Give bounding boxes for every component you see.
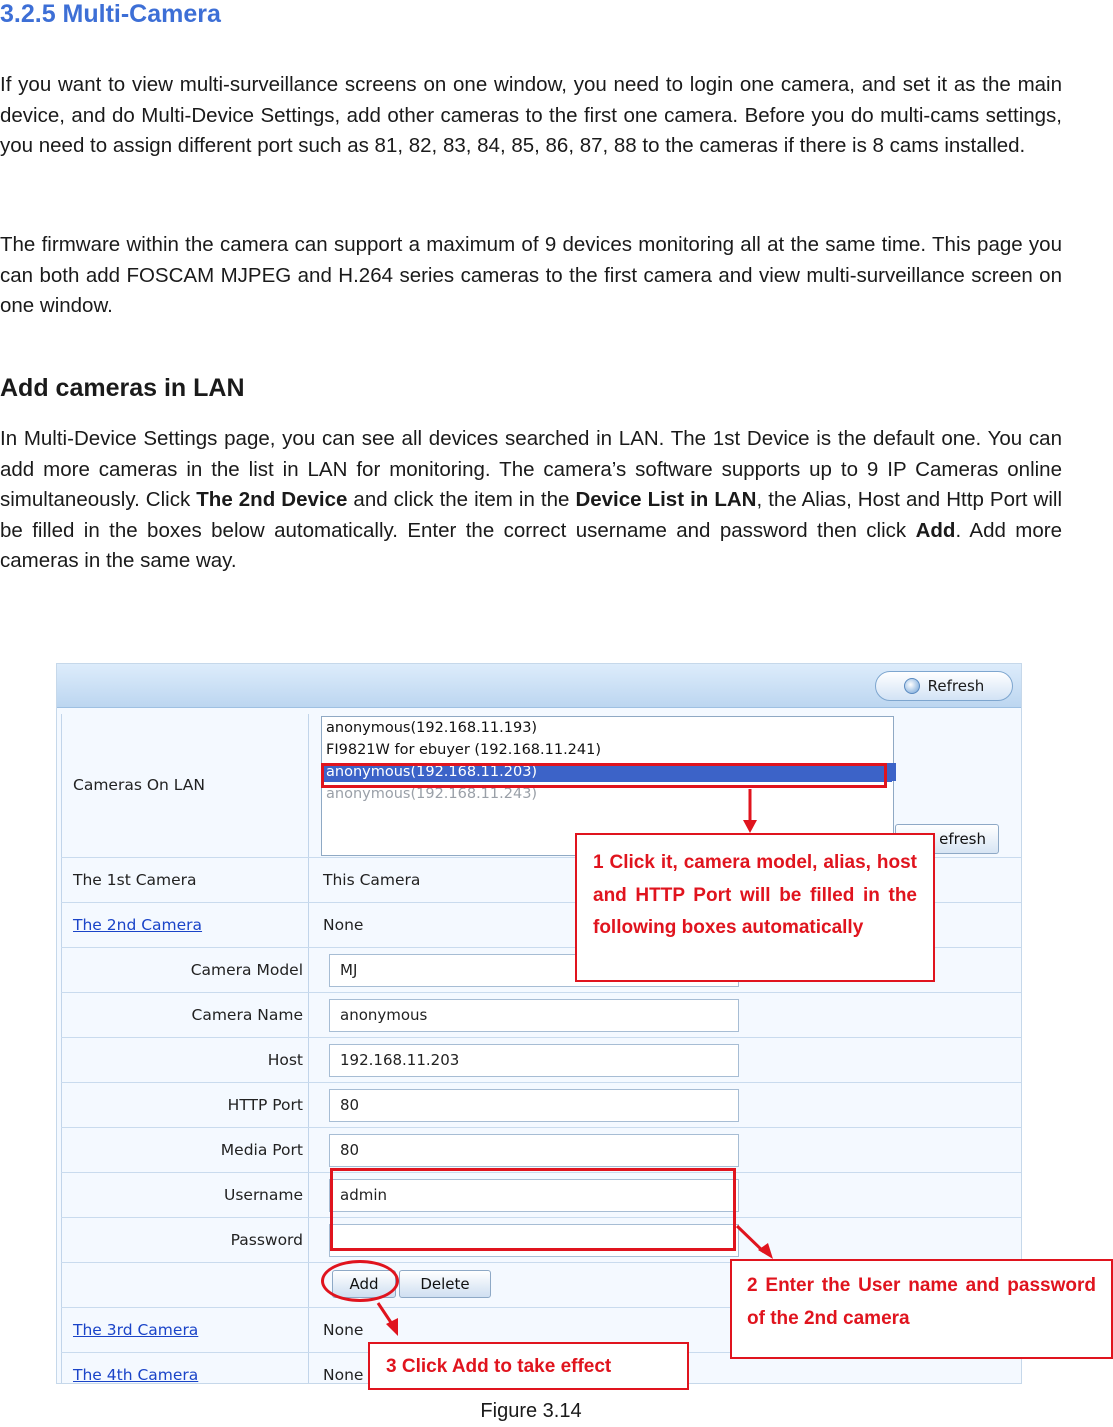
lan-device-item[interactable]: anonymous(192.168.11.193) (326, 720, 538, 736)
instructions-text-2: and click the item in the (347, 488, 576, 511)
third-camera-link[interactable]: The 3rd Camera (73, 1321, 199, 1339)
refresh-icon (904, 678, 920, 694)
fourth-camera-link[interactable]: The 4th Camera (73, 1366, 199, 1384)
instructions-paragraph (0, 424, 1062, 577)
instructions-text-1: In Multi-Device Settings page, you can see all devices searched in LAN. The 1st Device is the default one. You can add more cameras in the list in LAN for monitoring. The camera’s software supports up to 9 IP Cameras online simultaneously. Click (0, 427, 1062, 511)
callout-click-add: 3 Click Add to take effect (368, 1342, 689, 1390)
list-selection-edge (890, 763, 896, 781)
instructions-bold-device-list: Device List in LAN (575, 488, 757, 511)
add-button[interactable]: Add (332, 1270, 396, 1298)
lan-device-item-selected[interactable]: anonymous(192.168.11.203) (322, 763, 892, 782)
second-camera-value: None (323, 916, 364, 934)
fourth-camera-value: None (323, 1366, 364, 1384)
refresh-top-label: Refresh (927, 677, 985, 695)
callout-click-device: 1 Click it, camera model, alias, host and HTTP Port will be filled in the following boxes automatically (575, 833, 935, 982)
password-label: Password (230, 1231, 303, 1249)
delete-button[interactable]: Delete (399, 1270, 491, 1298)
lan-device-item[interactable]: FI9821W for ebuyer (192.168.11.241) (326, 742, 602, 758)
instructions-text-4: . Add more cameras in the same way. (0, 518, 1062, 572)
second-camera-link[interactable]: The 2nd Camera (73, 916, 203, 934)
camera-name-field[interactable]: anonymous (329, 999, 739, 1032)
username-field[interactable]: admin (329, 1179, 739, 1212)
first-camera-label: The 1st Camera (73, 871, 197, 889)
instructions-bold-2nd-device: The 2nd Device (196, 488, 348, 511)
list-refresh-button[interactable]: efresh (895, 824, 999, 854)
refresh-button-top[interactable] (875, 671, 1013, 701)
third-camera-value: None (323, 1321, 364, 1339)
firmware-paragraph: The firmware within the camera can support a maximum of 9 devices monitoring all at the same time. This page you can both add FOSCAM MJPEG and H.264 series cameras to the first camera and view multi-surveillance screen on one window. (0, 233, 1062, 317)
cameras-on-lan-label: Cameras On LAN (73, 776, 205, 794)
http-port-field[interactable]: 80 (329, 1089, 739, 1122)
figure-header-bar (57, 664, 1021, 708)
camera-name-label: Camera Name (191, 1006, 303, 1024)
instructions-bold-add: Add (915, 518, 956, 542)
username-label: Username (223, 1186, 303, 1204)
section-title: 3.2.5 Multi-Camera (0, 0, 221, 28)
first-camera-value: This Camera (323, 871, 421, 889)
instructions-text-3: , the Alias, Host and Http Port will be filled in the boxes below automatically. Enter the correct username and password then click (0, 488, 1063, 542)
http-port-label: HTTP Port (227, 1096, 303, 1114)
subheading-add-cameras: Add cameras in LAN (0, 374, 245, 402)
media-port-label: Media Port (220, 1141, 303, 1159)
callout-enter-credentials: 2 Enter the User name and password of the 2nd camera (730, 1259, 1113, 1359)
password-field[interactable] (329, 1224, 739, 1257)
intro-paragraph: If you want to view multi-surveillance screens on one window, you need to login one camera, and set it as the main device, and do Multi-Device Settings, add other cameras to the first one camera. Before you do multi-cams settings, you need to assign different port such as 81, 82, 83, 84, 85, 86, 87, 88 to the cameras if there is 8 cams installed. (0, 73, 1062, 157)
host-label: Host (267, 1051, 303, 1069)
camera-model-label: Camera Model (190, 961, 303, 979)
media-port-field[interactable]: 80 (329, 1134, 739, 1167)
figure-caption: Figure 3.14 (480, 1400, 582, 1422)
lan-device-item[interactable]: anonymous(192.168.11.243) (326, 786, 538, 802)
camera-model-field[interactable]: MJ (329, 954, 739, 987)
host-field[interactable]: 192.168.11.203 (329, 1044, 739, 1077)
